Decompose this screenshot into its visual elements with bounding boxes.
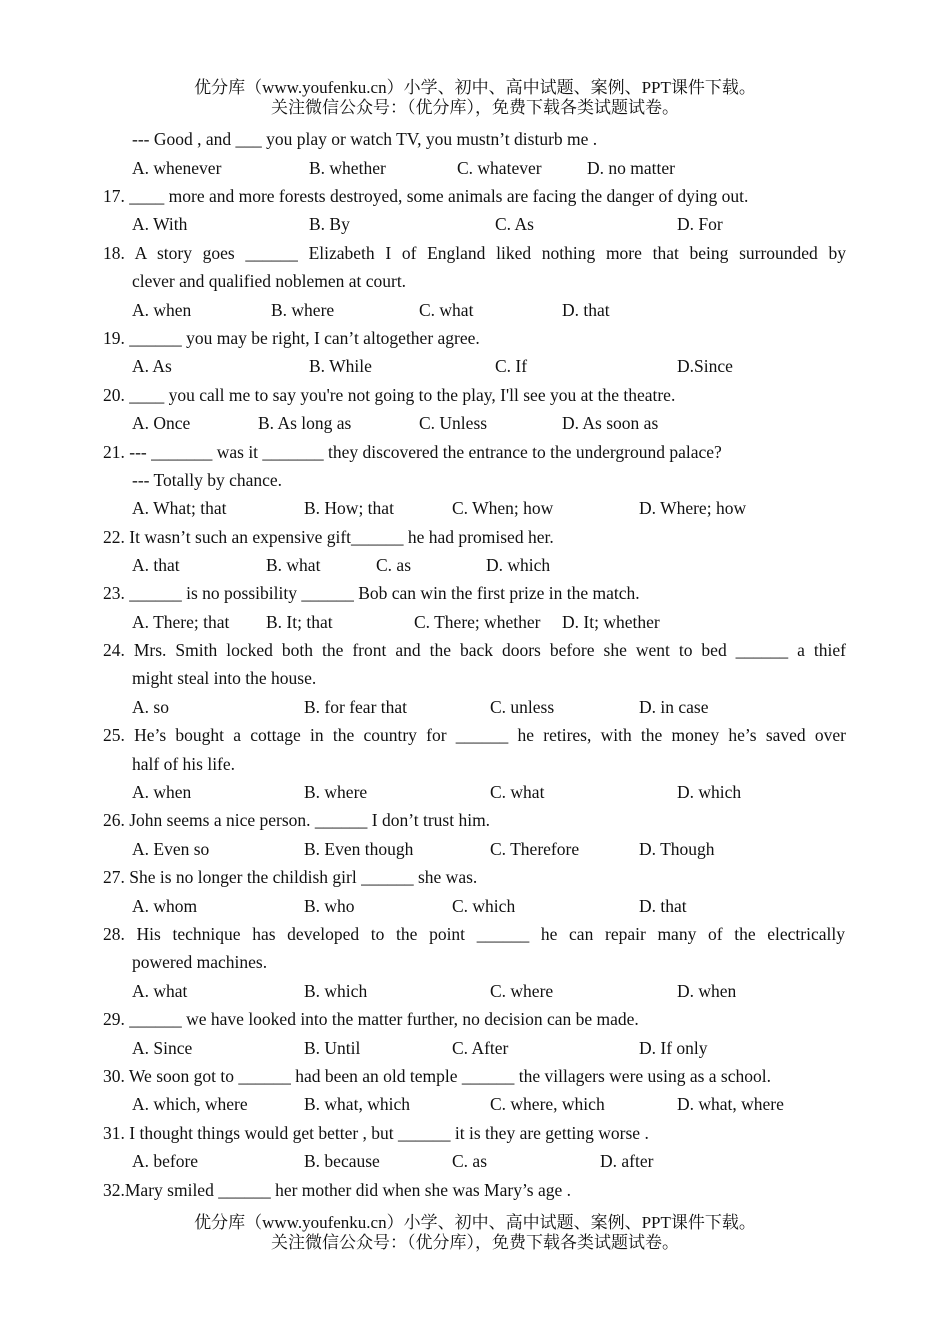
question-24-stem: 24. Mrs. Smith locked both the front and the back doors before she went to bed ______ a thief	[103, 640, 846, 660]
option-c: C. After	[452, 1038, 509, 1058]
footer-line-2: 关注微信公众号：（优分库），免费下载各类试题试卷。	[271, 1233, 679, 1252]
option-b: B. which	[304, 981, 368, 1001]
option-c: C. Therefore	[490, 839, 580, 859]
option-c: C. as	[376, 555, 411, 575]
question-20-options	[0, 412, 950, 434]
question-24-options	[0, 696, 950, 718]
option-d: D. which	[486, 555, 551, 575]
option-b: B. who	[304, 896, 355, 916]
option-c: C. which	[452, 896, 516, 916]
question-27-options	[0, 895, 950, 917]
question-23-stem: 23. ______ is no possibility ______ Bob can win the first prize in the match.	[103, 583, 640, 603]
option-b: B. By	[309, 214, 350, 234]
question-27-stem: 27. She is no longer the childish girl ______ she was.	[103, 867, 478, 887]
option-c: C. whatever	[457, 158, 542, 178]
question-30-options	[0, 1093, 950, 1115]
question-16-stem: --- Good , and ___ you play or watch TV, you mustn’t disturb me .	[132, 129, 598, 149]
question-28-stem-cont: powered machines.	[132, 952, 268, 972]
option-a: A. As	[132, 356, 172, 376]
question-16-options	[0, 157, 950, 179]
option-c: C. where, which	[490, 1094, 605, 1114]
option-c: C. as	[452, 1151, 487, 1171]
question-24-stem-cont: might steal into the house.	[132, 668, 317, 688]
option-a: A. What; that	[132, 498, 227, 518]
option-d: D. that	[639, 896, 687, 916]
option-a: A. so	[132, 697, 169, 717]
option-a: A. when	[132, 782, 192, 802]
option-b: B. whether	[309, 158, 386, 178]
option-a: A. when	[132, 300, 192, 320]
option-b: B. It; that	[266, 612, 333, 632]
option-b: B. for fear that	[304, 697, 408, 717]
option-b: B. As long as	[258, 413, 352, 433]
option-d: D.Since	[677, 356, 733, 376]
option-b: B. where	[271, 300, 335, 320]
question-22-options	[0, 554, 950, 576]
footer-line-1: 优分库（www.youfenku.cn）小学、初中、高中试题、案例、PPT课件下载。	[194, 1213, 756, 1232]
option-c: C. As	[495, 214, 534, 234]
option-b: B. what	[266, 555, 321, 575]
question-25-stem: 25. He’s bought a cottage in the country for ______ he retires, with the money he’s saved over	[103, 725, 846, 745]
option-a: A. With	[132, 214, 188, 234]
option-c: C. what	[490, 782, 545, 802]
option-d: D. Though	[639, 839, 715, 859]
question-28-stem: 28. His technique has developed to the point ______ he can repair many of the electrically	[103, 924, 845, 944]
question-31-stem: 31. I thought things would get better , but ______ it is they are getting worse .	[103, 1123, 649, 1143]
header-line-1: 优分库（www.youfenku.cn）小学、初中、高中试题、案例、PPT课件下载。	[194, 78, 756, 97]
option-d: D. It; whether	[562, 612, 660, 632]
page-header	[0, 78, 950, 118]
question-25-stem-cont: half of his life.	[132, 754, 236, 774]
option-a: A. Since	[132, 1038, 193, 1058]
option-b: B. because	[304, 1151, 380, 1171]
question-29-stem: 29. ______ we have looked into the matter further, no decision can be made.	[103, 1009, 639, 1029]
option-a: A. what	[132, 981, 188, 1001]
option-b: B. How; that	[304, 498, 394, 518]
question-18-stem: 18. A story goes ______ Elizabeth I of England liked nothing more that being surrounded by	[103, 243, 846, 263]
option-d: D. As soon as	[562, 413, 659, 433]
question-25-options	[0, 781, 950, 803]
option-d: D. after	[600, 1151, 654, 1171]
option-d: D. that	[562, 300, 610, 320]
question-21-options	[0, 497, 950, 519]
option-b: B. Until	[304, 1038, 361, 1058]
option-c: C. There; whether	[414, 612, 541, 632]
question-17-options	[0, 213, 950, 235]
option-c: C. If	[495, 356, 528, 376]
question-26-stem: 26. John seems a nice person. ______ I don’t trust him.	[103, 810, 491, 830]
question-29-options	[0, 1037, 950, 1059]
question-18-options	[0, 299, 950, 321]
question-20-stem: 20. ____ you call me to say you're not going to the play, I'll see you at the theatre.	[103, 385, 676, 405]
option-a: A. before	[132, 1151, 199, 1171]
option-a: A. Even so	[132, 839, 210, 859]
option-c: C. When; how	[452, 498, 554, 518]
question-28-options	[0, 980, 950, 1002]
question-19-stem: 19. ______ you may be right, I can’t altogether agree.	[103, 328, 480, 348]
option-d: D. in case	[639, 697, 709, 717]
option-a: A. whom	[132, 896, 198, 916]
question-31-options	[0, 1150, 950, 1172]
question-21-stem-cont: --- Totally by chance.	[132, 470, 283, 490]
option-d: D. For	[677, 214, 723, 234]
question-19-options	[0, 355, 950, 377]
question-22-stem: 22. It wasn’t such an expensive gift______ he had promised her.	[103, 527, 554, 547]
option-d: D. when	[677, 981, 737, 1001]
option-d: D. no matter	[587, 158, 675, 178]
option-a: A. which, where	[132, 1094, 248, 1114]
option-a: A. whenever	[132, 158, 222, 178]
option-d: D. If only	[639, 1038, 708, 1058]
option-c: C. where	[490, 981, 554, 1001]
option-b: B. what, which	[304, 1094, 410, 1114]
option-c: C. unless	[490, 697, 555, 717]
option-c: C. what	[419, 300, 474, 320]
option-b: B. where	[304, 782, 368, 802]
question-23-options	[0, 611, 950, 633]
question-18-stem-cont: clever and qualified noblemen at court.	[132, 271, 407, 291]
option-c: C. Unless	[419, 413, 488, 433]
header-line-2: 关注微信公众号：（优分库），免费下载各类试题试卷。	[271, 98, 679, 117]
question-26-options	[0, 838, 950, 860]
question-21-stem: 21. --- _______ was it _______ they discovered the entrance to the underground palace?	[103, 442, 722, 462]
option-a: A. There; that	[132, 612, 230, 632]
option-a: A. Once	[132, 413, 191, 433]
option-b: B. Even though	[304, 839, 414, 859]
question-32-stem: 32.Mary smiled ______ her mother did when she was Mary’s age .	[103, 1180, 572, 1200]
option-d: D. Where; how	[639, 498, 747, 518]
question-17-stem: 17. ____ more and more forests destroyed, some animals are facing the danger of dying out.	[103, 186, 749, 206]
option-d: D. which	[677, 782, 742, 802]
option-a: A. that	[132, 555, 180, 575]
page-footer	[0, 1213, 950, 1253]
question-30-stem: 30. We soon got to ______ had been an old temple ______ the villagers were using as a school.	[103, 1066, 771, 1086]
option-d: D. what, where	[677, 1094, 784, 1114]
option-b: B. While	[309, 356, 372, 376]
